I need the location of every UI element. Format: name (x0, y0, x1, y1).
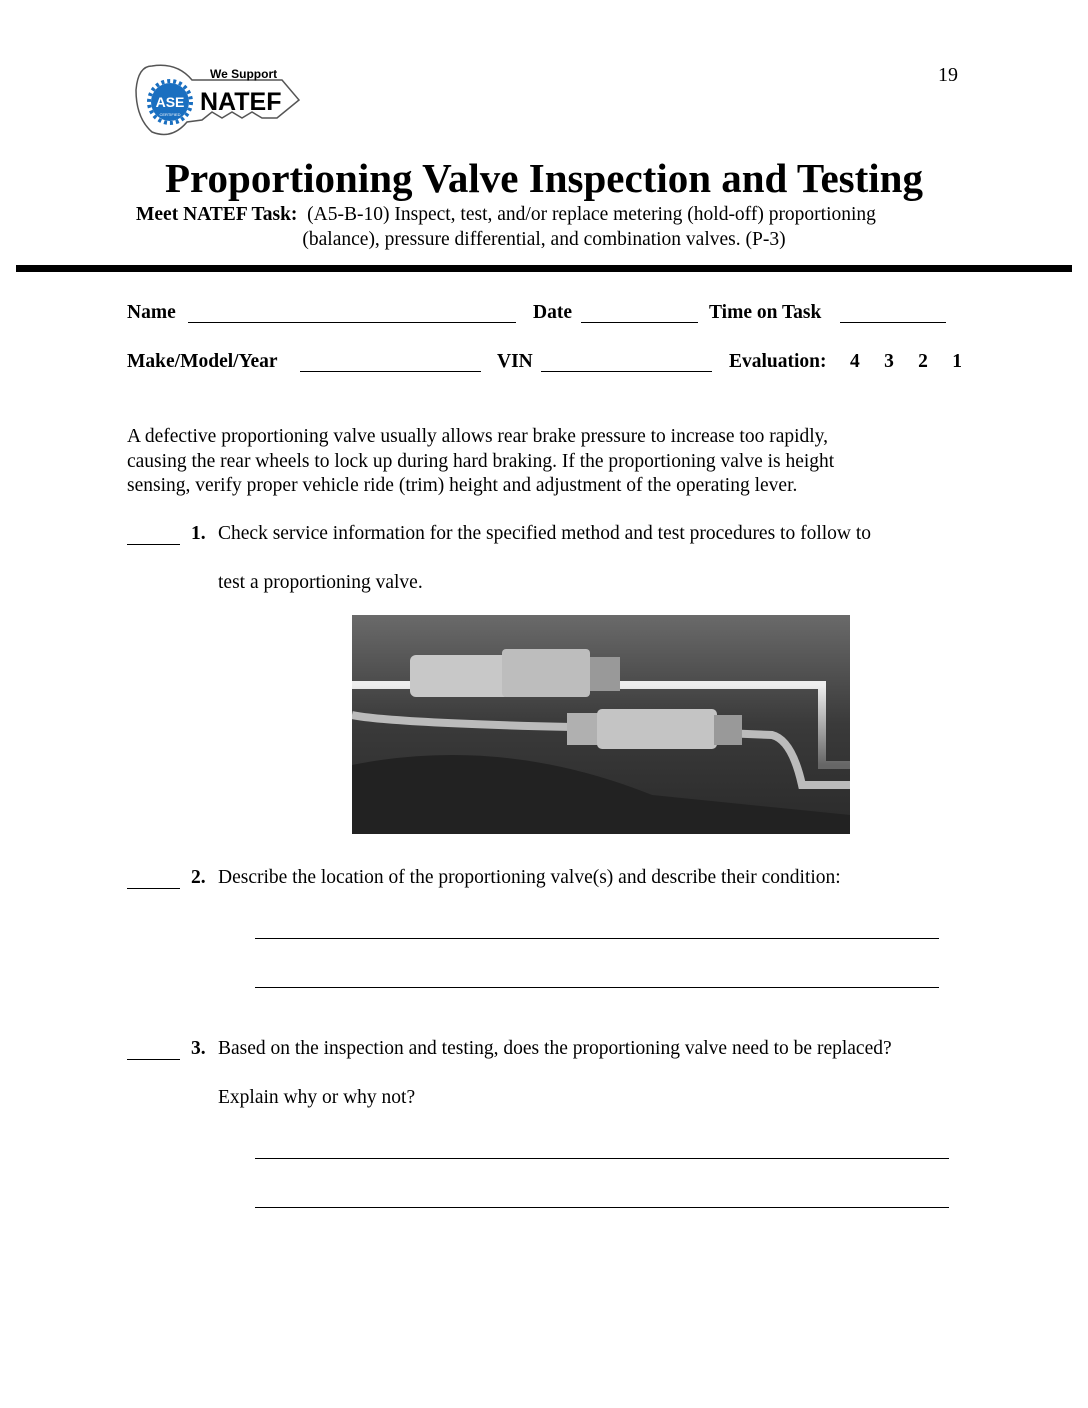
name-field[interactable] (188, 302, 516, 323)
evaluation-scores (850, 351, 962, 373)
page-number: 19 (938, 64, 958, 86)
proportioning-valve-photo (352, 615, 850, 834)
svg-text:CERTIFIED: CERTIFIED (159, 112, 181, 117)
svg-text:We Support: We Support (210, 67, 278, 81)
score-1[interactable]: 1 (952, 351, 962, 372)
step-2-text: Describe the location of the proportioning valve(s) and describe their condition: (218, 867, 841, 888)
header-rule (16, 265, 1072, 272)
svg-text:ASE: ASE (155, 94, 185, 110)
vin-label: VIN (497, 351, 533, 372)
score-2[interactable]: 2 (918, 351, 928, 372)
score-3[interactable]: 3 (884, 351, 894, 372)
step-2-checkbox-line[interactable] (127, 868, 180, 889)
step-3-number: 3. (191, 1038, 206, 1059)
step-2-answer-line-1[interactable] (255, 918, 939, 939)
step-3-text-2: Explain why or why not? (218, 1087, 416, 1108)
svg-text:NATEF: NATEF (200, 88, 282, 116)
score-4[interactable]: 4 (850, 351, 860, 372)
time-on-task-label: Time on Task (709, 302, 822, 323)
time-on-task-field[interactable] (840, 302, 946, 323)
step-3-checkbox-line[interactable] (127, 1039, 180, 1060)
step-2-number: 2. (191, 867, 206, 888)
evaluation-label: Evaluation: (729, 351, 827, 372)
step-3-answer-line-2[interactable] (255, 1187, 949, 1208)
step-1-number: 1. (191, 523, 206, 544)
intro-paragraph: A defective proportioning valve usually allows rear brake pressure to increase too rapidly, causing the rear wheels to lock up during hard braking. If the proportioning valve is height sensing, verify proper vehicle ride (trim) height and adjustment of the operating lever. (127, 426, 835, 496)
step-2-answer-line-2[interactable] (255, 967, 939, 988)
date-field[interactable] (581, 302, 698, 323)
vin-field[interactable] (541, 351, 712, 372)
make-model-year-field[interactable] (300, 351, 481, 372)
step-3-answer-line-1[interactable] (255, 1138, 949, 1159)
task-line-2: (balance), pressure differential, and combination valves. (P-3) (302, 229, 786, 250)
make-model-year-label: Make/Model/Year (127, 351, 278, 372)
page-title: Proportioning Valve Inspection and Testing (165, 155, 923, 201)
step-3-text: Based on the inspection and testing, does the proportioning valve need to be replaced? (218, 1038, 892, 1059)
ase-natef-logo (132, 60, 307, 140)
step-1-text-2: test a proportioning valve. (218, 572, 423, 593)
task-line-1: Meet NATEF Task: (A5-B-10) Inspect, test, and/or replace metering (hold-off) proportioning (136, 204, 876, 225)
name-label: Name (127, 302, 176, 323)
date-label: Date (533, 302, 572, 323)
step-1-text: Check service information for the specified method and test procedures to follow to (218, 523, 872, 544)
step-1-checkbox-line[interactable] (127, 524, 180, 545)
